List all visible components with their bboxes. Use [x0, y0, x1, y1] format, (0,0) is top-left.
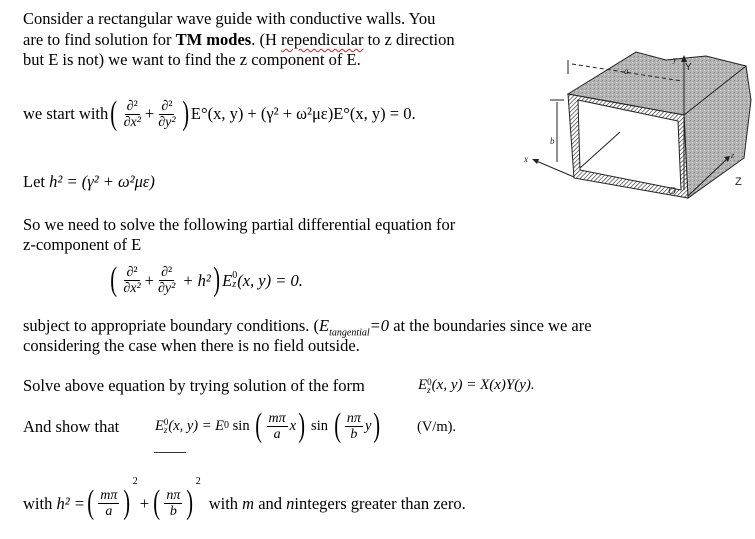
paren-open: (	[87, 484, 94, 521]
fraction-m-pi-a: $\frac{m\pi}{a}$	[268, 410, 286, 442]
paren-open: (	[333, 407, 341, 444]
let-prefix: Let	[23, 172, 50, 191]
pde-intro-line-1: So we need to solve the following partial differential equation for	[23, 215, 456, 234]
paren-open: (	[110, 261, 118, 298]
label-z: z	[731, 151, 735, 160]
label-x: x	[524, 154, 528, 164]
pde-intro-line-2: z-component of E	[23, 235, 142, 254]
intro-text: to z direction	[363, 30, 455, 49]
label-Y: Y	[685, 62, 692, 73]
intro-text: . (H	[251, 30, 282, 49]
label-a: a	[624, 66, 629, 76]
pde-tail: (x, y) = 0.	[237, 270, 303, 290]
fraction-d2-dy2: $\frac{\text{∂²}}{\text{∂y²}}$	[157, 264, 176, 296]
fraction-n-pi-b: $\frac{n\pi}{b}$	[166, 487, 181, 519]
paren-open: (	[255, 407, 263, 444]
h2-definition: h² = (γ² + ω²με)	[49, 172, 155, 191]
let-equation	[23, 172, 155, 191]
label-y: y	[673, 55, 677, 64]
label-b: b	[550, 136, 555, 146]
ez-symbol: E	[222, 270, 233, 290]
label-origin: O	[668, 185, 676, 197]
start-prefix: we start with	[23, 104, 109, 123]
fraction-d2-dx2: $\frac{\text{∂²}}{\text{∂x²}}$	[123, 98, 141, 130]
equation-rest: E°(x, y) + (γ² + ω²με)E°(x, y) = 0.	[190, 104, 416, 123]
boundary-line-1: subject to appropriate boundary conditions. ($E_{tangential}=0$ at the boundaries since we are	[23, 316, 592, 339]
e-tangential: E	[319, 316, 330, 335]
with-equation: with h² = ( $\frac{m\pi}{a}$ ) 2 + ( $\frac{n\pi}{b}$ ) 2 with m and n integers greater than zero.	[23, 476, 466, 521]
waveguide-diagram	[506, 40, 755, 205]
solution-equation: E 0 z (x, y) = E 0 sin ( $\frac{m\pi}{a}$ x ) sin ( $\frac{n\pi}{b}$ y )	[155, 407, 381, 444]
paren-close: )	[123, 484, 131, 521]
paren-close: )	[213, 261, 220, 298]
paren-open: (	[110, 95, 118, 132]
paren-open: (	[153, 484, 161, 521]
tm-modes-bold: TM modes	[175, 30, 252, 49]
intro-line-2	[23, 30, 455, 49]
h2-term: + h²	[182, 270, 211, 290]
underline-mark	[154, 452, 186, 453]
pde-equation	[108, 258, 303, 302]
paren-close: )	[298, 407, 306, 444]
label-Z: Z	[735, 176, 742, 188]
plus-sign: +	[144, 104, 155, 123]
ez-scripts: 0 z	[232, 270, 238, 290]
fraction-d2-dx2: $\frac{\text{∂²}}{\text{∂x²}}$	[123, 264, 141, 296]
paren-close: )	[373, 407, 381, 444]
separation-form: E 0 z (x, y) = X(x)Y(y).	[418, 376, 535, 395]
fraction-n-pi-b: $\frac{n\pi}{b}$	[346, 410, 361, 442]
waveguide-icon	[506, 40, 755, 200]
intro-line-1: Consider a rectangular wave guide with conductive walls. You	[23, 9, 436, 28]
fraction-d2-dy2: $\frac{\text{∂²}}{\text{∂y²}}$	[158, 98, 176, 130]
solve-line: Solve above equation by trying solution of the form	[23, 376, 365, 395]
paren-close: )	[186, 484, 194, 521]
fraction-m-pi-a: $\frac{m\pi}{a}$	[100, 487, 118, 519]
paren-close: )	[181, 95, 189, 132]
units-label: (V/m).	[417, 419, 457, 435]
intro-text: are to find solution for	[23, 30, 176, 49]
start-equation	[23, 92, 416, 136]
plus-sign: +	[144, 270, 154, 290]
intro-line-3: but E is not) we want to find the z component of E.	[23, 50, 361, 69]
misspelled-word: rependicular	[281, 30, 364, 49]
show-label: And show that	[23, 417, 120, 436]
h2-term: h² =	[56, 493, 85, 513]
boundary-line-2: considering the case when there is no field outside.	[23, 336, 360, 355]
